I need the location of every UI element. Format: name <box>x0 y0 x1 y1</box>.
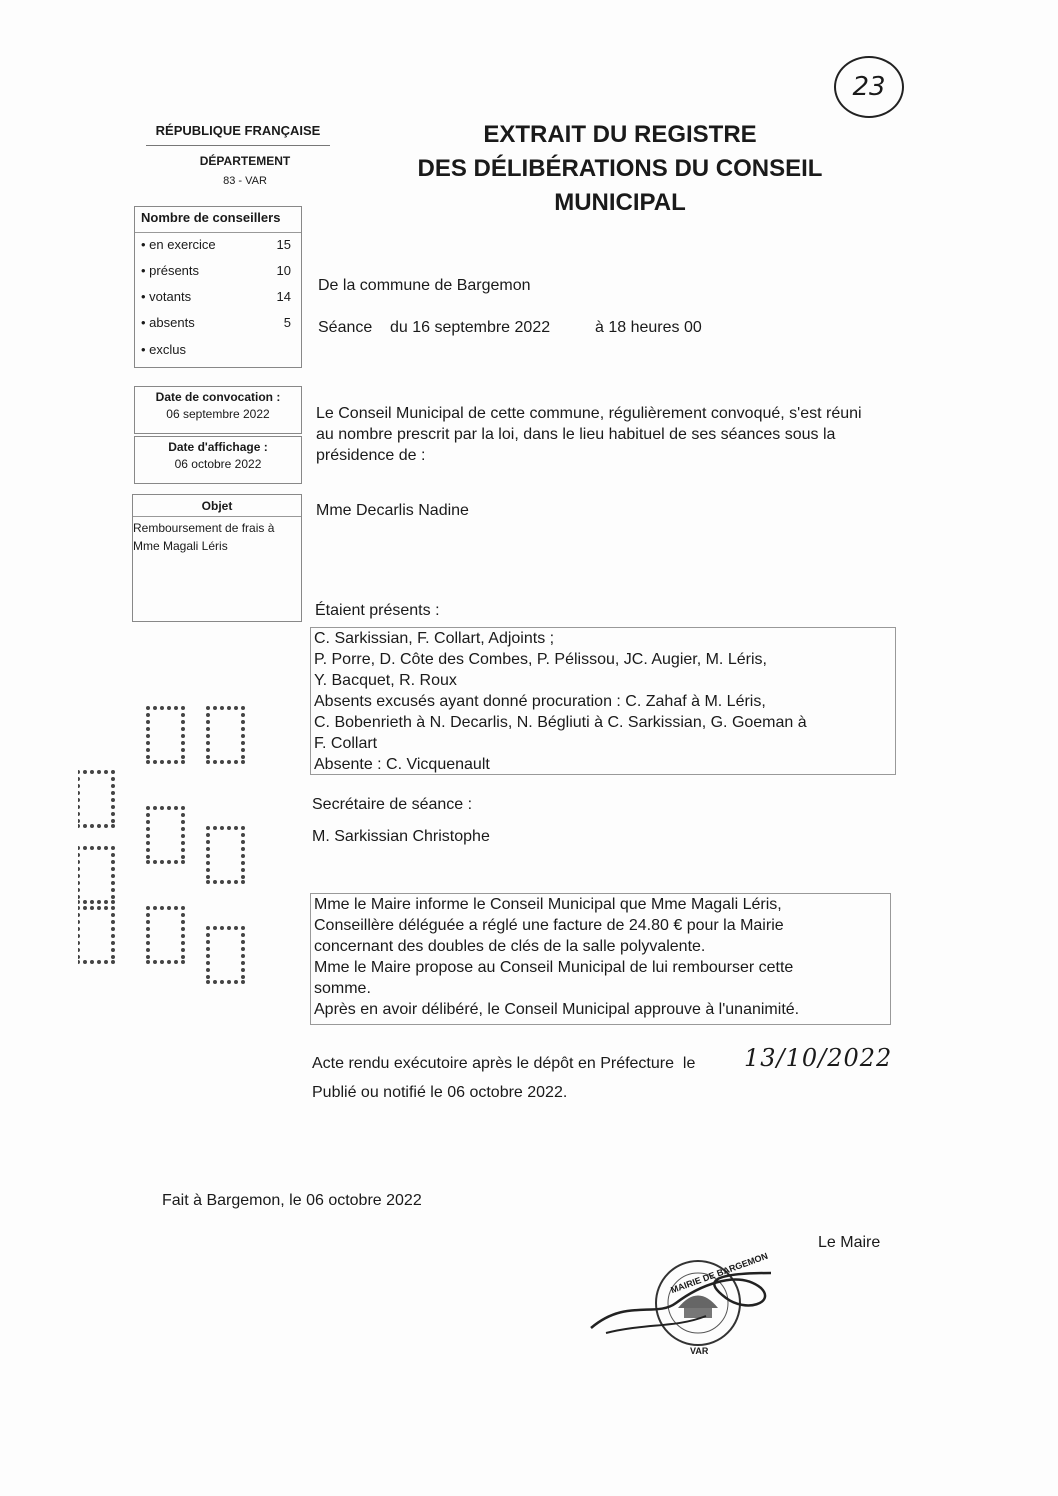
deliberation-line: somme. <box>314 980 371 997</box>
objet-label: Objet <box>133 495 301 517</box>
objet-box <box>132 494 302 622</box>
affichage-label: Date d'affichage : <box>168 440 268 454</box>
deliberation-line: Après en avoir délibéré, le Conseil Municipal approuve à l'unanimité. <box>314 1001 800 1018</box>
document-title <box>360 118 880 220</box>
departement-label: DÉPARTEMENT <box>199 154 291 168</box>
deliberation-line: concernant des doubles de clés de la salle polyvalente. <box>314 938 706 955</box>
presents-line: C. Bobenrieth à N. Decarlis, N. Bégliuti à C. Sarkissian, G. Goeman à <box>314 714 807 731</box>
count-row: • exclus <box>141 342 187 357</box>
seal-text-bottom: VAR <box>690 1346 709 1356</box>
count-row: • votants 14 <box>141 289 291 304</box>
fait-line: Fait à Bargemon, le 06 octobre 2022 <box>162 1192 422 1209</box>
mairie-seal-signature-icon <box>586 1258 786 1368</box>
departement-name: 83 - VAR <box>223 175 267 187</box>
convocation-box <box>134 386 302 434</box>
secretaire-name: M. Sarkissian Christophe <box>312 828 490 845</box>
seance-date: du 16 septembre 2022 <box>390 319 551 336</box>
objet-text: Remboursement de frais à Mme Magali Léris <box>133 521 275 553</box>
presents-line: Absents excusés ayant donné procuration : C. Zahaf à M. Léris, <box>314 693 766 710</box>
conseillers-heading: Nombre de conseillers <box>135 207 301 233</box>
presents-line: Absente : C. Vicquenault <box>314 756 490 773</box>
affichage-box <box>134 436 302 484</box>
perforation-stamp-icon <box>78 704 278 994</box>
presents-line: Y. Bacquet, R. Roux <box>314 672 457 689</box>
presents-box <box>310 627 896 775</box>
affichage-date: 06 octobre 2022 <box>174 457 262 471</box>
executoire-date-handwritten: 13/10/2022 <box>744 1044 893 1072</box>
secretaire-label: Secrétaire de séance : <box>312 796 473 813</box>
title-line-3: MUNICIPAL <box>554 189 686 216</box>
presents-line: F. Collart <box>314 735 378 752</box>
count-row: • présents 10 <box>141 263 291 278</box>
intro-paragraph: Le Conseil Municipal de cette commune, régulièrement convoqué, s'est réuni au nombre prescrit par la loi, dans le lieu habituel de ses séances sous la présidence de : <box>316 405 862 464</box>
seance-label: Séance <box>318 319 373 336</box>
deliberation-line: Mme le Maire informe le Conseil Municipal que Mme Magali Léris, <box>314 896 782 913</box>
header-rule <box>146 145 330 146</box>
president-name: Mme Decarlis Nadine <box>316 502 469 519</box>
title-line-1: EXTRAIT DU REGISTRE <box>483 121 757 148</box>
deliberation-box <box>310 893 891 1025</box>
republique-label: RÉPUBLIQUE FRANÇAISE <box>155 123 321 138</box>
signataire-label: Le Maire <box>818 1234 881 1251</box>
publie-line: Publié ou notifié le 06 octobre 2022. <box>312 1084 568 1101</box>
seal-text-top: MAIRIE DE BARGEMON <box>669 1250 770 1296</box>
title-line-2: DES DÉLIBÉRATIONS DU CONSEIL <box>417 155 823 182</box>
presents-line: P. Porre, D. Côte des Combes, P. Pélissou, JC. Augier, M. Léris, <box>314 651 767 668</box>
convocation-label: Date de convocation : <box>155 390 281 404</box>
page-number: 23 <box>834 56 904 118</box>
seance-heure: à 18 heures 00 <box>595 319 702 336</box>
deliberation-line: Conseillère déléguée a réglé une facture de 24.80 € pour la Mairie <box>314 917 784 934</box>
conseillers-box <box>134 206 302 368</box>
convocation-date: 06 septembre 2022 <box>166 407 270 421</box>
count-row: • en exercice 15 <box>141 237 291 252</box>
deliberation-line: Mme le Maire propose au Conseil Municipal de lui rembourser cette <box>314 959 794 976</box>
presents-label: Étaient présents : <box>315 602 440 619</box>
executoire-text: Acte rendu exécutoire après le dépôt en Préfecture le <box>312 1055 696 1072</box>
commune-line: De la commune de Bargemon <box>318 277 531 294</box>
presents-line: C. Sarkissian, F. Collart, Adjoints ; <box>314 630 555 647</box>
count-row: • absents 5 <box>141 315 291 330</box>
